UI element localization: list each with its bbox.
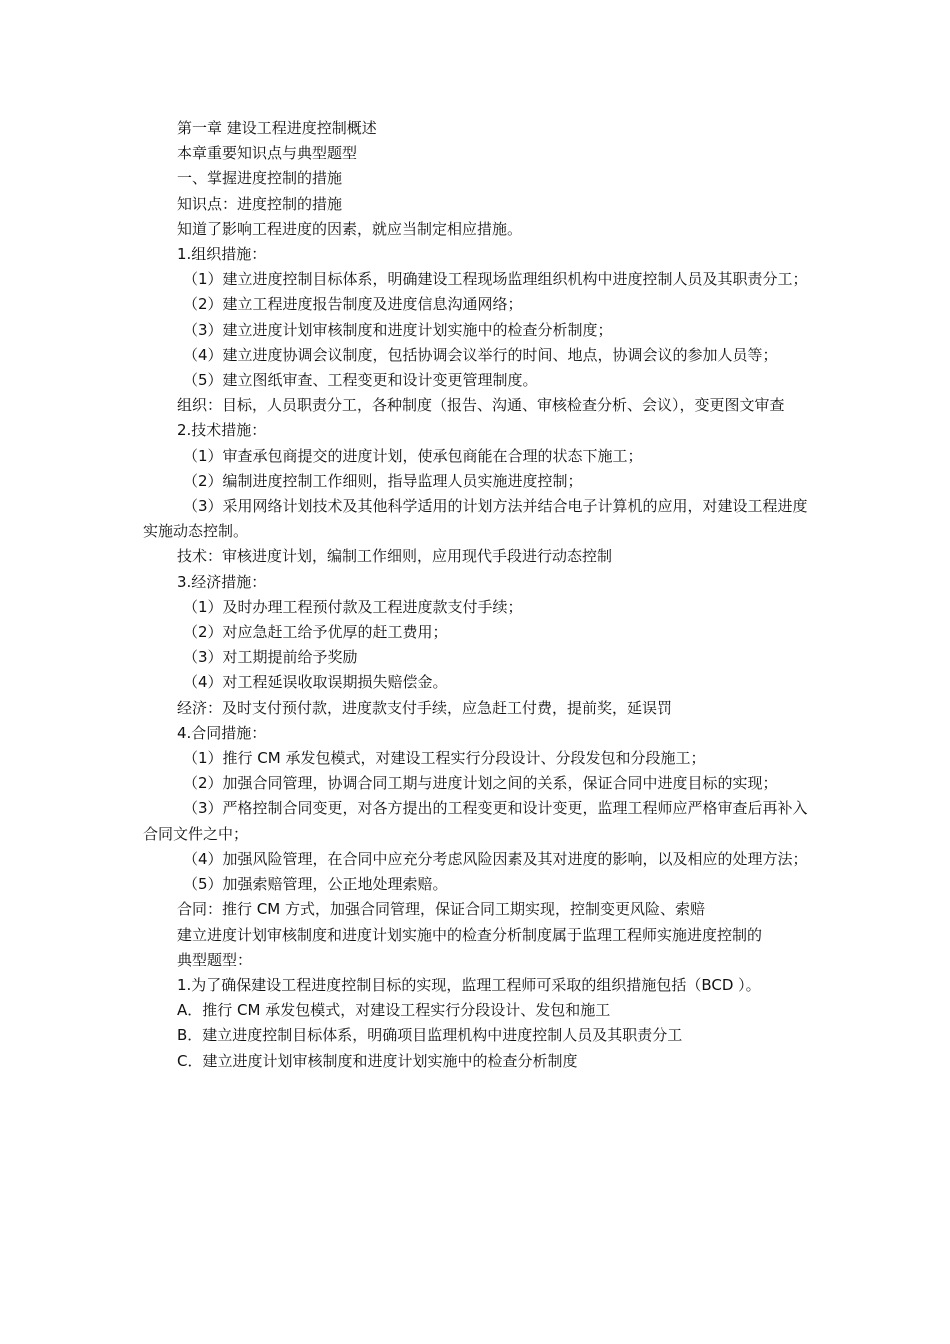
option-c: C．建立进度计划审核制度和进度计划实施中的检查分析制度 bbox=[177, 1051, 578, 1070]
org-item: （3）建立进度计划审核制度和进度计划实施中的检查分析制度； bbox=[183, 320, 613, 339]
econ-item: （4）对工程延误收取误期损失赔偿金。 bbox=[183, 673, 448, 692]
contract-item: （4）加强风险管理，在合同中应充分考虑风险因素及其对进度的影响，以及相应的处理方法； bbox=[183, 849, 808, 868]
contract-heading: 4.合同措施： bbox=[177, 723, 267, 742]
org-item: （5）建立图纸审查、工程变更和设计变更管理制度。 bbox=[183, 371, 538, 390]
intro-paragraph: 知道了影响工程进度的因素，就应当制定相应措施。 bbox=[177, 219, 523, 238]
contract-item: （5）加强索赔管理，公正地处理索赔。 bbox=[183, 875, 448, 894]
tech-heading: 2.技术措施： bbox=[177, 421, 267, 440]
note-paragraph: 建立进度计划审核制度和进度计划实施中的检查分析制度属于监理工程师实施进度控制的 bbox=[177, 925, 763, 944]
section-heading: 一、掌握进度控制的措施 bbox=[177, 169, 343, 188]
tech-item: （3）采用网络计划技术及其他科学适用的计划方法并结合电子计算机的应用，对建设工程进度实施动态控制。 bbox=[143, 497, 808, 541]
econ-heading: 3.经济措施： bbox=[177, 572, 267, 591]
econ-item: （3）对工期提前给予奖励 bbox=[183, 648, 358, 667]
org-summary: 组织：目标，人员职责分工，各种制度（报告、沟通、审核检查分析、会议），变更图文审查 bbox=[177, 396, 785, 415]
org-item: （4）建立进度协调会议制度，包括协调会议举行的时间、地点，协调会议的参加人员等； bbox=[183, 345, 778, 364]
option-b: B．建立进度控制目标体系，明确项目监理机构中进度控制人员及其职责分工 bbox=[177, 1026, 683, 1045]
org-item: （1）建立进度控制目标体系，明确建设工程现场监理组织机构中进度控制人员及其职责分工； bbox=[183, 270, 808, 289]
tech-item: （2）编制进度控制工作细则，指导监理人员实施进度控制； bbox=[183, 471, 583, 490]
org-item: （2）建立工程进度报告制度及进度信息沟通网络； bbox=[183, 295, 523, 314]
org-heading: 1.组织措施： bbox=[177, 245, 267, 264]
question-1: 1.为了确保建设工程进度控制目标的实现，监理工程师可采取的组织措施包括（BCD ）。 bbox=[177, 975, 761, 994]
typical-heading: 典型题型： bbox=[177, 950, 253, 969]
econ-summary: 经济：及时支付预付款，进度款支付手续，应急赶工付费，提前奖，延误罚 bbox=[177, 698, 673, 717]
econ-item: （2）对应急赶工给予优厚的赶工费用； bbox=[183, 623, 448, 642]
tech-item: （1）审查承包商提交的进度计划，使承包商能在合理的状态下施工； bbox=[183, 446, 643, 465]
contract-item: （1）推行 CM 承发包模式，对建设工程实行分段设计、分段发包和分段施工； bbox=[183, 749, 706, 768]
option-a: A．推行 CM 承发包模式，对建设工程实行分段设计、发包和施工 bbox=[177, 1001, 611, 1020]
contract-item: （2）加强合同管理，协调合同工期与进度计划之间的关系，保证合同中进度目标的实现； bbox=[183, 774, 778, 793]
chapter-subtitle: 本章重要知识点与典型题型 bbox=[177, 144, 358, 163]
tech-summary: 技术：审核进度计划，编制工作细则，应用现代手段进行动态控制 bbox=[177, 547, 613, 566]
chapter-title: 第一章 建设工程进度控制概述 bbox=[177, 119, 377, 137]
contract-summary: 合同：推行 CM 方式，加强合同管理，保证合同工期实现，控制变更风险、索赔 bbox=[177, 900, 705, 919]
econ-item: （1）及时办理工程预付款及工程进度款支付手续； bbox=[183, 597, 523, 616]
contract-item: （3）严格控制合同变更，对各方提出的工程变更和设计变更，监理工程师应严格审查后再补入合同文件之中； bbox=[143, 799, 808, 843]
document-body bbox=[143, 116, 813, 1074]
knowledge-point: 知识点：进度控制的措施 bbox=[177, 194, 343, 213]
